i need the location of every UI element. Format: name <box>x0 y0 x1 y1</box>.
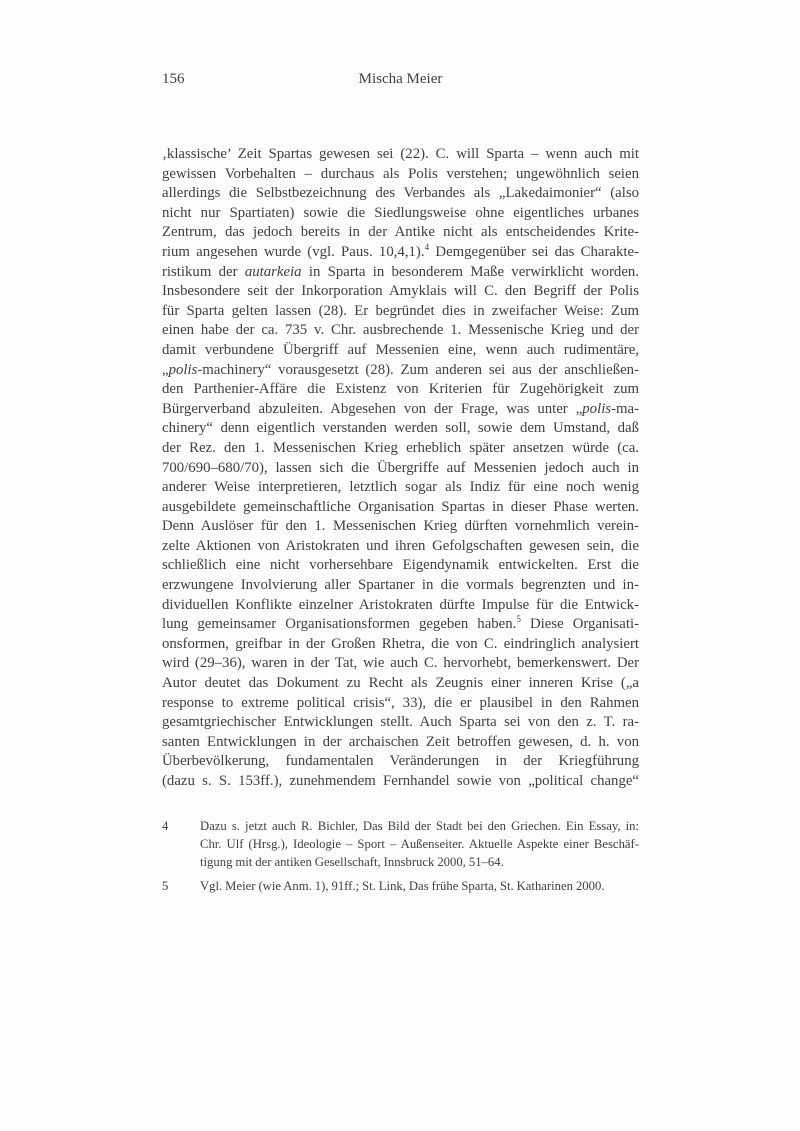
body-line: 700/690–680/70), lassen sich die Übergriffe auf Messenien jedoch auch in <box>162 459 639 476</box>
footnote-number: 4 <box>162 819 169 833</box>
footnote-number: 5 <box>162 879 169 894</box>
body-line: ausgebildete gemeinschaftliche Organisation Spartas in dieser Phase werten. <box>162 498 639 515</box>
body-line: gesamtgriechischer Entwicklungen stellt. Auch Sparta sei von den z. T. ra- <box>162 714 639 731</box>
footnote <box>162 818 639 871</box>
running-head: Mischa Meier <box>358 71 443 87</box>
body-line: gewissen Vorbehalten – durchaus als Polis verstehen; ungewöhnlich seien <box>162 165 639 182</box>
footnote-line: tigung mit der antiken Gesellschaft, Innsbruck 2000, 51–64. <box>200 854 504 869</box>
page-number: 156 <box>162 71 185 87</box>
body-line: den Parthenier-Affäre die Existenz von Kriterien für Zugehörigkeit zum <box>162 381 639 398</box>
body-line: Bürgerverband abzuleiten. Abgesehen von der Frage, was unter „polis-ma- <box>162 400 639 417</box>
footnote-line: Chr. Ulf (Hrsg.), Ideologie – Sport – Außenseiter. Aktuelle Aspekte einer Beschäf- <box>200 836 639 851</box>
page-header <box>162 69 639 89</box>
body-line: Insbesondere seit der Inkorporation Amyklais will C. den Begriff der Polis <box>162 283 639 300</box>
body-line: für Sparta gelten lassen (28). Er begründet dies in zweifacher Weise: Zum <box>162 302 639 319</box>
body-line: zelte Aktionen von Aristokraten und ihren Gefolgschaften gewesen sein, die <box>162 537 639 554</box>
body-line: chinery“ denn eigentlich verstanden werden soll, sowie dem Umstand, daß <box>162 420 639 437</box>
footnote <box>162 878 639 896</box>
body-line: santen Entwicklungen in der archaischen Zeit betroffen gewesen, d. h. von <box>162 733 639 750</box>
body-line: nicht nur Spartiaten) sowie die Siedlungsweise ohne eigentliches urbanes <box>162 204 639 221</box>
body-line: anderer Weise interpretieren, letztlich sogar als Indiz für eine noch wenig <box>162 479 639 496</box>
body-line: response to extreme political crisis“, 33), die er plausibel in den Rahmen <box>162 694 639 711</box>
body-line: ristikum der autarkeia in Sparta in besonderem Maße verwirklicht worden. <box>162 263 639 280</box>
footnote-text <box>200 818 639 871</box>
footnotes <box>162 818 639 903</box>
body-line: einen habe der ca. 735 v. Chr. ausbrechende 1. Messenische Krieg und der <box>162 322 639 339</box>
body-line: „polis-machinery“ vorausgesetzt (28). Zum anderen sei aus der anschließen- <box>162 361 639 378</box>
body-line: allerdings die Selbstbezeichnung des Verbandes als „Lakedaimonier“ (also <box>162 185 639 202</box>
body-line: onsformen, greifbar in der Großen Rhetra, die von C. eindringlich analysiert <box>162 635 639 652</box>
footnote-line: Vgl. Meier (wie Anm. 1), 91ff.; St. Link, Das frühe Sparta, St. Katharinen 2000. <box>200 879 605 894</box>
body-line: Denn Auslöser für den 1. Messenischen Krieg dürften vornehmlich verein- <box>162 518 639 535</box>
body-line: erzwungene Involvierung aller Spartaner in die vormals begrenzten und in- <box>162 577 639 594</box>
body-line: (dazu s. S. 153ff.), zunehmendem Fernhandel sowie von „political change“ <box>162 773 639 789</box>
body-line: der Rez. den 1. Messenischen Krieg erheblich später ansetzen würde (ca. <box>162 439 639 456</box>
body-line: Autor deutet das Dokument zu Recht als Zeugnis einer inneren Krise („a <box>162 675 639 692</box>
body-line: damit verbundene Übergriff auf Messenien eine, wenn auch rudimentäre, <box>162 341 639 358</box>
body-line: ‚klassische’ Zeit Spartas gewesen sei (22). C. will Sparta – wenn auch mit <box>162 146 639 162</box>
footnote-line: Dazu s. jetzt auch R. Bichler, Das Bild der Stadt bei den Griechen. Ein Essay, in: <box>200 819 639 833</box>
body-line: rium angesehen wurde (vgl. Paus. 10,4,1).$^4$ Demgegenüber sei das Charakte- <box>162 242 639 260</box>
body-line: dividuellen Konflikte einzelner Aristokraten dürfte Impulse für die Entwick- <box>162 596 639 613</box>
body-line: schließlich eine nicht vorhersehbare Eigendynamik entwickelten. Erst die <box>162 557 639 574</box>
body-line: Überbevölkerung, fundamentalen Veränderungen in der Kriegführung <box>162 753 639 770</box>
footnote-text <box>200 878 639 896</box>
body-line: Zentrum, das jedoch bereits in der Antike nicht als entscheidendes Krite- <box>162 224 639 241</box>
body-line: wird (29–36), waren in der Tat, wie auch C. hervorhebt, bemerkenswert. Der <box>162 655 639 672</box>
body-text <box>162 145 639 792</box>
body-line: lung gemeinsamer Organisationsformen gegeben haben.$^5$ Diese Organisati- <box>162 615 639 633</box>
